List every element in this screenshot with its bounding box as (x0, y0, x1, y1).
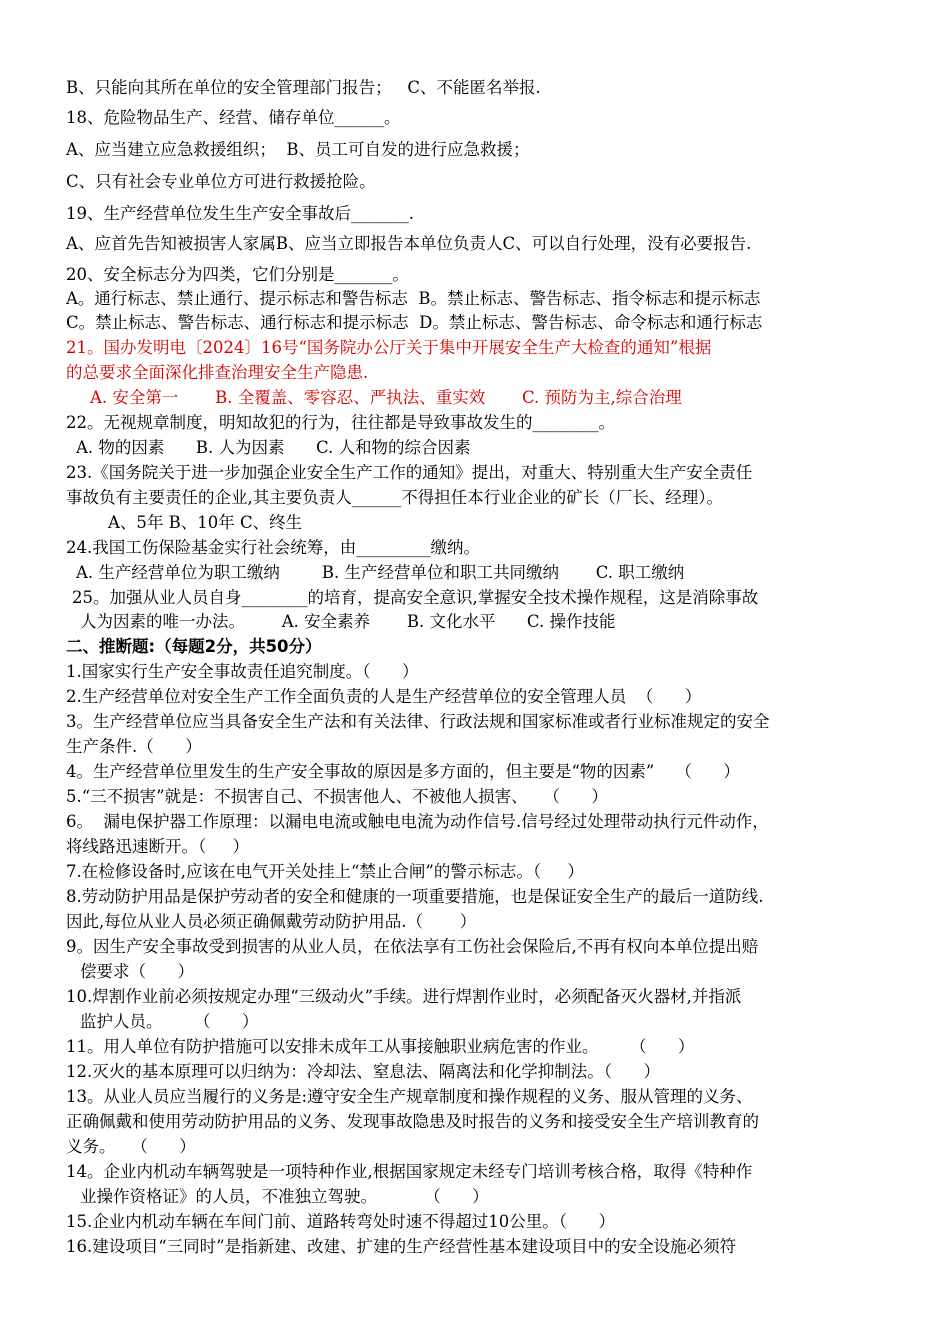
judgment-10-cont: 监护人员。 （ ） (80, 1012, 259, 1031)
option-line: A. 生产经营单位为职工缴纳 B. 生产经营单位和职工共同缴纳 C. 职工缴纳 (76, 563, 685, 582)
judgment-2: 2.生产经营单位对安全生产工作全面负责的人是生产经营单位的安全管理人员 （ ） (66, 687, 702, 706)
judgment-4: 4。生产经营单位里发生的生产安全事故的原因是多方面的，但主要是“物的因素” （ ） (66, 762, 740, 781)
option-line: A. 物的因素 B. 人为因素 C. 人和物的综合因素 (76, 438, 471, 457)
judgment-9-cont: 偿要求（ ） (80, 962, 194, 981)
question-20: 20、安全标志分为四类，它们分别是_______。 (66, 265, 409, 284)
judgment-14-cont: 业操作资格证》的人员，不准独立驾驶。 （ ） (80, 1187, 489, 1206)
judgment-3: 3。生产经营单位应当具备安全生产法和有关法律、行政法规和国家标准或者行业标准规定的安全 (66, 712, 770, 731)
judgment-5: 5.“三不损害”就是：不损害自己、不损害他人、不被他人损害、 （ ） (66, 787, 608, 806)
option-line: C。禁止标志、警告标志、通行标志和提示标志 D。禁止标志、警告标志、命令标志和通行标志 (66, 313, 763, 332)
option-line: A、5年 B、10年 C、终生 (108, 513, 303, 532)
question-23: 23.《国务院关于进一步加强企业安全生产工作的通知》提出，对重大、特别重大生产安全责任 (66, 463, 753, 482)
judgment-6: 6。 漏电保护器工作原理：以漏电电流或触电电流为动作信号.信号经过处理带动执行元件动作， (66, 812, 769, 831)
judgment-16: 16.建设项目“三同时”是指新建、改建、扩建的生产经营性基本建设项目中的安全设施必须符 (66, 1237, 737, 1256)
judgment-8-cont: 因此,每位从业人员必须正确佩戴劳动防护用品.（ ） (66, 912, 477, 931)
option-line: A。通行标志、禁止通行、提示标志和警告标志 B。禁止标志、警告标志、指令标志和提示标志 (66, 289, 761, 308)
judgment-8: 8.劳动防护用品是保护劳动者的安全和健康的一项重要措施，也是保证安全生产的最后一道防线. (66, 887, 764, 906)
option-line: A. 安全第一 B. 全覆盖、零容忍、严执法、重实效 C. 预防为主,综合治理 (90, 388, 682, 407)
section-heading: 二、推断题:（每题2分，共50分） (66, 637, 322, 656)
judgment-7: 7.在检修设备时,应该在电气开关处挂上“禁止合闸”的警示标志。（ ） (66, 862, 584, 881)
question-23-cont: 事故负有主要责任的企业,其主要负责人______不得担任本行业企业的矿长（厂长、经理）。 (66, 488, 723, 507)
judgment-6-cont: 将线路迅速断开。（ ） (66, 837, 249, 856)
judgment-15: 15.企业内机动车辆在车间门前、道路转弯处时速不得超过10公里。（ ） (66, 1212, 615, 1231)
question-24: 24.我国工伤保险基金实行社会统筹，由_________缴纳。 (66, 538, 480, 557)
option-line: B、只能向其所在单位的安全管理部门报告； C、不能匿名举报. (66, 78, 541, 97)
judgment-9: 9。因生产安全事故受到损害的从业人员，在依法享有工伤社会保险后,不再有权向本单位提出赔 (66, 937, 759, 956)
option-line: C、只有社会专业单位方可进行救援抢险。 (66, 172, 376, 191)
question-18: 18、危险物品生产、经营、储存单位______。 (66, 108, 401, 127)
judgment-13-cont: 义务。 （ ） (66, 1137, 196, 1156)
question-25-cont: 人为因素的唯一办法。 A. 安全素养 B. 文化水平 C. 操作技能 (80, 612, 616, 631)
question-22: 22。无视规章制度，明知故犯的行为，往往都是导致事故发生的________。 (66, 413, 615, 432)
question-21: 21。国办发明电〔2024〕16号“国务院办公厅关于集中开展安全生产大检查的通知”根据 (66, 338, 712, 357)
option-line: A、应当建立应急救援组织； B、员工可自发的进行应急救援； (66, 140, 530, 159)
judgment-12: 12.灭火的基本原理可以归纳为：冷却法、窒息法、隔离法和化学抑制法。（ ） (66, 1062, 660, 1081)
judgment-13-cont: 正确佩戴和使用劳动防护用品的义务、发现事故隐患及时报告的义务和接受安全生产培训教育的 (66, 1112, 759, 1131)
judgment-14: 14。企业内机动车辆驾驶是一项特种作业,根据国家规定未经专门培训考核合格，取得《特种作 (66, 1162, 753, 1181)
judgment-11: 11。用人单位有防护措施可以安排未成年工从事接触职业病危害的作业。 （ ） (66, 1037, 695, 1056)
judgment-10: 10.焊割作业前必须按规定办理“三级动火”手续。进行焊割作业时，必须配备灭火器材,并指派 (66, 987, 742, 1006)
option-line: A、应首先告知被损害人家属B、应当立即报告本单位负责人C、可以自行处理，没有必要报告. (66, 234, 752, 253)
question-21-cont: 的总要求全面深化排查治理安全生产隐患. (66, 363, 369, 382)
judgment-13: 13。从业人员应当履行的义务是:遵守安全生产规章制度和操作规程的义务、服从管理的义务、 (66, 1087, 753, 1106)
judgment-1: 1.国家实行生产安全事故责任追究制度。（ ） (66, 662, 419, 681)
question-25: 25。加强从业人员自身________的培育，提高安全意识,掌握安全技术操作规程，这是消除事故 (72, 588, 759, 607)
judgment-3-cont: 生产条件.（ ） (66, 737, 202, 756)
question-19: 19、生产经营单位发生生产安全事故后_______. (66, 204, 414, 223)
